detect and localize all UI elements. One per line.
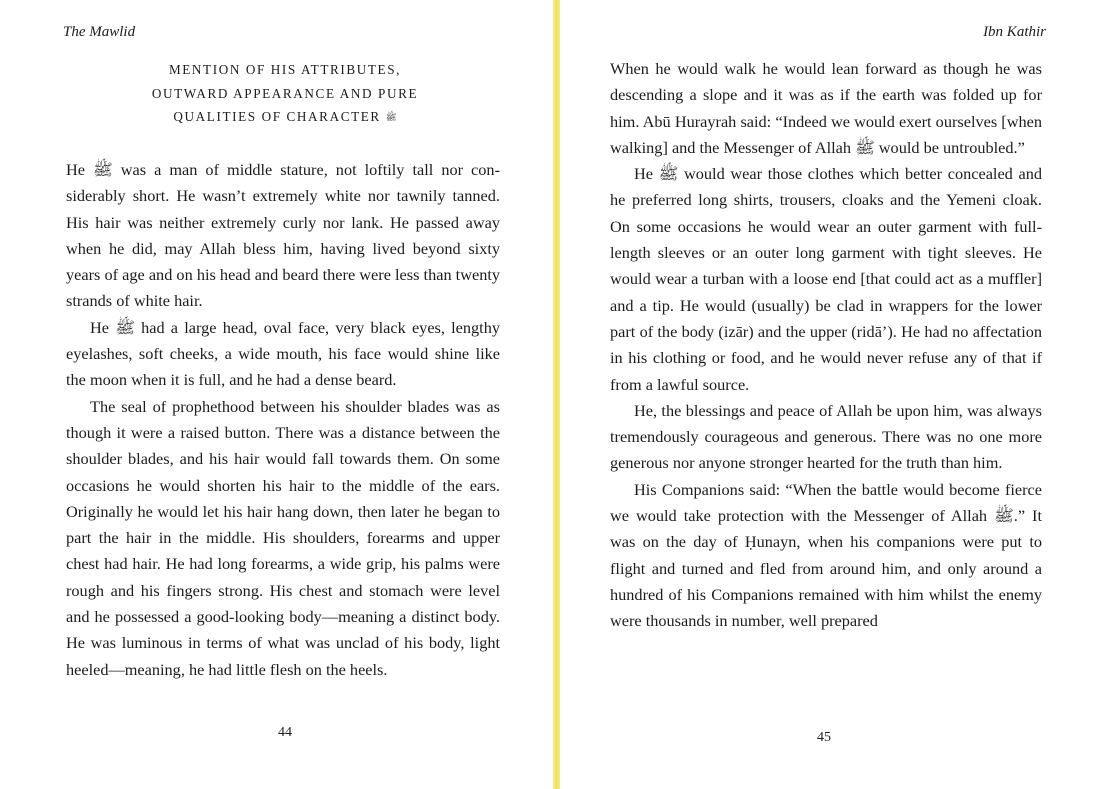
chapter-heading-line-3 (66, 105, 504, 130)
right-page (560, 0, 1116, 789)
paragraph-3: The seal of prophethood between his shoulder blades was as though it were a raised button. There was a distance between the shoulder blades, and his hair would fall towards them. On some occasions he would shorten his hair to the middle of the ears. Originally he would let his hair hang down, then later he began to part the hair in the middle. His shoulders, forearms and upper chest had hair. He had long forearms, a wide grip, his palms were rough and his fingers strong. His chest and stomach were level and he possessed a good-looking body—meaning a distinct body. He was luminous in terms of what was unclad of his body, light heeled—meaning, he had little flesh on the heels. (66, 396, 500, 679)
left-page (0, 0, 556, 789)
left-page-body (66, 157, 500, 683)
book-gutter (553, 0, 560, 789)
chapter-heading-line-3-text: QUALITIES OF CHARACTER (173, 109, 381, 124)
paragraph-2: He ﷺ would wear those clothes which better concealed and he preferred long shirts, trousers, cloaks and the Yemeni cloak. On some occasions he would wear an outer garment with full-length sleeves or an outer long garment with tight sleeves. He would wear a turban with a loose end [that could act as a muffler] and a tip. He would (usually) be clad in wrappers for the lower part of the body (izār) and the upper (ridā’). He had no affectation in his clothing or food, and he would never refuse any of that if from a lawful source. (610, 164, 1042, 394)
chapter-heading-line-2: OUTWARD APPEARANCE AND PURE (151, 85, 419, 101)
paragraph-1: He ﷺ was a man of middle stature, not loftily tall nor considerably short. He wasn’t extremely white nor tawnily tanned. His hair was neither extremely curly nor lank. He passed away when he did, may Allah bless him, having lived beyond sixty years of age and on his head and beard there were less than twenty strands of white hair. (66, 160, 500, 311)
paragraph-1: When he would walk he would lean forward as though he was descending a slope and it was as if the earth was folded up for him. Abū Hurayrah said: “Indeed we would exert ourselves [when walking] and the Messenger of Allah ﷺ would be untroubled.” (610, 59, 1042, 157)
paragraph-2: He ﷺ had a large head, oval face, very black eyes, lengthy eyelashes, soft cheeks, a wide mouth, his face would shine like the moon when it is full, and he had a dense beard. (66, 317, 500, 390)
running-head-book-title: The Mawlid (63, 24, 136, 40)
paragraph-3: He, the blessings and peace of Allah be upon him, was always tremendously courageous and generous. There was no one more generous nor anyone stronger hearted for the truth than him. (610, 400, 1042, 473)
right-page-body (610, 56, 1042, 635)
chapter-heading-line-1: MENTION OF HIS ATTRIBUTES, (168, 62, 402, 77)
honorific-glyph: ﷺ (385, 112, 397, 122)
page-number: 45 (817, 730, 831, 745)
paragraph-4: His Companions said: “When the battle would become fierce we would take protection with the Messenger of Allah ﷺ.” It was on the day of Ḥunayn, when his companions were put to flight and turned and fled from around him, and only around a hundred of his Companions remained with him whilst the enemy were thousands in number, well prepared (610, 479, 1042, 631)
page-number: 44 (278, 725, 292, 740)
chapter-heading (66, 58, 504, 130)
running-head-author: Ibn Kathir (983, 24, 1046, 40)
